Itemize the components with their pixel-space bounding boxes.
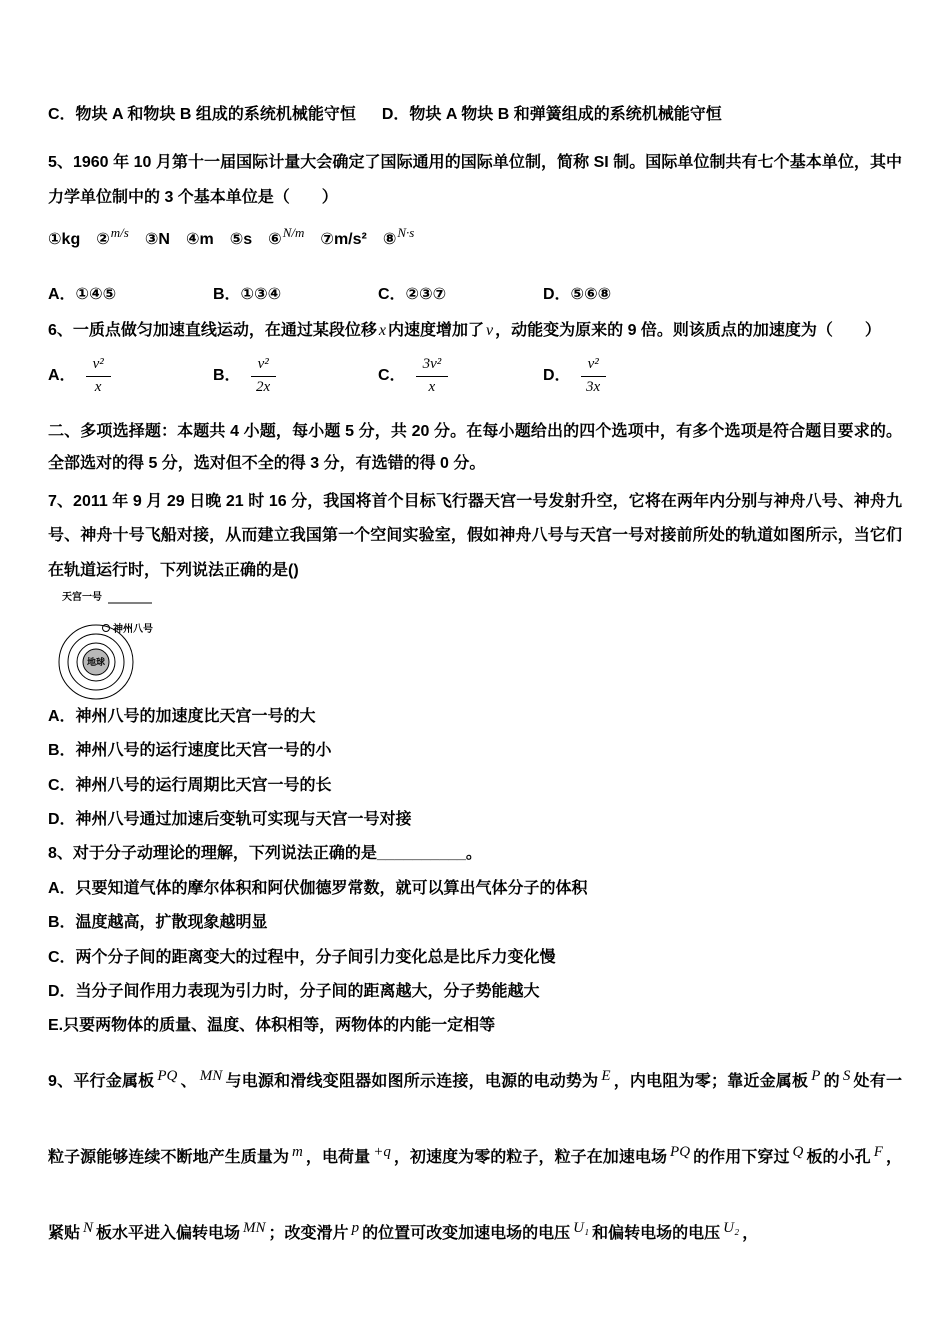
fraction-denominator: x [94, 378, 102, 395]
q9-text: ，电荷量 [305, 1148, 371, 1166]
q6-option-d [543, 355, 708, 397]
q9-math-q: +q [373, 1143, 391, 1160]
unit-item-5 [230, 223, 252, 257]
unit-item-4 [186, 223, 214, 257]
fraction-denominator: 2x [256, 378, 271, 395]
q9-text: ，初速度为零的粒子，粒子在加速电场 [393, 1148, 668, 1166]
q9-math-MN2: MN [243, 1219, 266, 1236]
prev-option-d: D．物块 A 物块 B 和弹簧组成的系统机械能守恒 [381, 106, 722, 123]
fraction [251, 355, 276, 397]
q9-math-PQ: PQ [157, 1067, 178, 1084]
earth-label: 地球 [86, 656, 106, 667]
fraction [86, 355, 111, 397]
q9-text: 处有一粒子源能够连续不断地产生质量为 [48, 1072, 902, 1166]
q5-option-a: A．①④⑤ [48, 285, 117, 303]
prev-option-c: C．物块 A 和物块 B 组成的系统机械能守恒 [48, 106, 356, 123]
q9-text: 板水平进入偏转电场 [96, 1224, 241, 1242]
q5-options-row [48, 278, 902, 312]
fraction-denominator: x [428, 378, 436, 395]
q7-stem: 7、2011 年 9 月 29 日晚 21 时 16 分，我国将首个目标飞行器天宫一号发射升空，它将在两年内分别与神舟八号、神舟九号、神舟十号飞船对接，从而建立我国第一个空间实验室，假如神舟八号与天宫一号对接前所处的轨道如图所示，当它们在轨道运行时，下列说法正确的是() [48, 492, 902, 579]
q6-option-a [48, 355, 213, 397]
fraction-numerator: v² [86, 355, 111, 377]
q8-option-c: C．两个分子间的距离变大的过程中，分子间引力变化总是比斥力变化慢 [48, 948, 556, 966]
fraction-denominator: 3x [586, 378, 601, 395]
unit-circled-number: ① [48, 231, 62, 249]
q6-var-v: v [486, 321, 494, 339]
q9-text: 和偏转电场的电压 [592, 1224, 721, 1242]
unit-item-8 [383, 223, 415, 257]
unit-item-7 [320, 223, 366, 257]
q7-option-b: B．神州八号的运行速度比天宫一号的小 [48, 742, 332, 760]
q9-text: 的 [823, 1072, 840, 1090]
unit-circled-number: ⑥ [268, 231, 282, 249]
q7-options [48, 700, 902, 838]
q6-stem-text: ，动能变为原来的 9 倍。则该质点的加速度为（ ） [495, 321, 881, 339]
q9-text: ；改变滑片 [268, 1224, 349, 1242]
unit-text: m/s² [333, 231, 367, 249]
fraction-numerator: v² [251, 355, 276, 377]
q6-options-row [48, 350, 902, 402]
q5-option-b: B．①③④ [213, 285, 282, 303]
q9-text: 、 [180, 1072, 197, 1090]
unit-circled-number: ⑤ [229, 231, 244, 249]
q9-math-PQ2: PQ [670, 1143, 691, 1160]
fraction [581, 355, 606, 397]
fraction [416, 355, 449, 397]
q5-stem: 5、1960 年 10 月第十一届国际计量大会确定了国际通用的国际单位制，简称 SI 制。国际单位制共有七个基本单位，其中力学单位制中的 3 个基本单位是（ ） [48, 154, 902, 206]
unit-text: kg [61, 231, 81, 249]
q9-math-MN: MN [199, 1067, 223, 1084]
unit-circled-number: ③ [144, 231, 159, 249]
q6-stem-text: 内速度增加了 [388, 321, 485, 339]
q8-option-d: D．当分子间作用力表现为引力时，分子间的距离越大，分子势能越大 [48, 983, 540, 1001]
q9-math-Q: Q [792, 1143, 804, 1160]
q9-stem [48, 1044, 902, 1272]
orbit-diagram [48, 588, 238, 704]
q6-var-x: x [378, 321, 387, 339]
unit-circled-number: ⑦ [320, 231, 334, 249]
q9-text: 的作用下穿过 [693, 1148, 790, 1166]
q9-math-P: P [811, 1067, 821, 1084]
q7-option-c: C．神州八号的运行周期比天宫一号的长 [48, 776, 332, 794]
unit-text: m [199, 231, 214, 249]
q6-option-b [213, 355, 378, 397]
q5-units-row [48, 223, 902, 257]
option-label: A． [48, 367, 76, 385]
q9-text: 9、平行金属板 [48, 1072, 155, 1090]
unit-item-3 [145, 223, 170, 257]
q9-math-S: S [842, 1067, 851, 1084]
q9-math-N: N [83, 1219, 94, 1236]
q9-text: ，紧贴 [48, 1148, 902, 1242]
q9-math-U2: U₂ [723, 1219, 740, 1236]
q6-stem [48, 314, 902, 348]
q9-math-m: m [292, 1143, 303, 1160]
fraction-numerator: v² [581, 355, 606, 377]
q8-option-e: E.只要两物体的质量、温度、体积相等，两物体的内能一定相等 [48, 1017, 496, 1035]
q7-option-d: D．神州八号通过加速后变轨可实现与天宫一号对接 [48, 811, 412, 829]
unit-item-2 [96, 223, 129, 257]
unit-text: N/m [282, 225, 305, 241]
q9-text: 的位置可改变加速电场的电压 [362, 1224, 571, 1242]
unit-text: N [158, 231, 170, 249]
unit-circled-number: ② [96, 231, 110, 249]
q9-text: ，内电阻为零；靠近金属板 [613, 1072, 809, 1090]
q9-math-E: E [601, 1067, 611, 1084]
unit-circled-number: ④ [185, 231, 200, 249]
fraction-numerator: 3v² [416, 355, 449, 377]
unit-circled-number: ⑧ [382, 231, 397, 249]
q9-math-U1: U₁ [573, 1219, 590, 1236]
q8-option-a: A．只要知道气体的摩尔体积和阿伏伽德罗常数，就可以算出气体分子的体积 [48, 879, 588, 897]
q9-text: ， [742, 1224, 759, 1242]
unit-text: m/s [110, 225, 129, 241]
unit-item-1 [48, 223, 80, 257]
q9-text: 与电源和滑线变阻器如图所示连接，电源的电动势为 [225, 1072, 599, 1090]
unit-text: s [243, 231, 253, 249]
section2-heading: 二、多项选择题：本题共 4 小题，每小题 5 分，共 20 分。在每小题给出的四个选项中，有多个选项是符合题目要求的。全部选对的得 5 分，选对但不全的得 3 分，有选错的得 0 分。 [48, 423, 902, 472]
option-label: C． [378, 367, 406, 385]
q5-option-c: C．②③⑦ [378, 285, 447, 303]
q9-math-p: p [351, 1219, 360, 1236]
q6-option-c [378, 355, 543, 397]
q6-stem-text: 6、一质点做匀加速直线运动，在通过某段位移 [48, 321, 377, 339]
shenzhou-label: 神州八号 [113, 623, 153, 635]
q7-diagram-wrap [48, 588, 902, 696]
q7-option-a: A．神州八号的加速度比天宫一号的大 [48, 707, 316, 725]
tiangong-label: 天宫一号 [62, 591, 102, 603]
q9-text: 板的小孔 [806, 1148, 871, 1166]
q8-stem: 8、对于分子动理论的理解，下列说法正确的是__________。 [48, 845, 482, 863]
unit-item-6 [268, 223, 304, 257]
q8-option-b: B．温度越高，扩散现象越明显 [48, 914, 268, 932]
q9-math-F: F [873, 1143, 883, 1160]
option-label: B． [213, 367, 241, 385]
option-label: D． [543, 367, 571, 385]
q5-option-d: D．⑤⑥⑧ [543, 285, 612, 303]
unit-text: N·s [397, 225, 415, 241]
prev-question-options [48, 98, 902, 132]
q8-options [48, 872, 902, 1044]
